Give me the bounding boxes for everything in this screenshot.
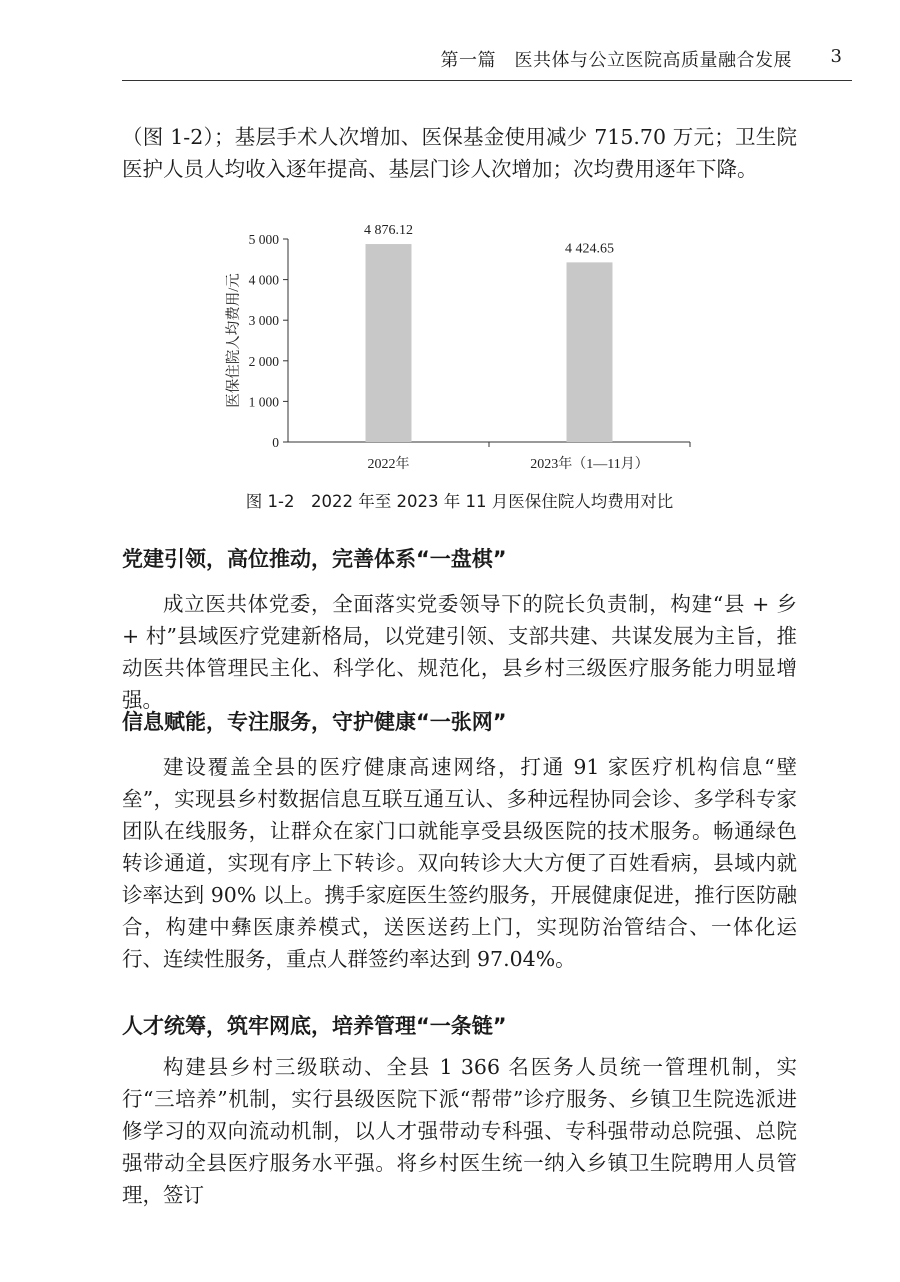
chart-svg — [210, 212, 730, 480]
y-tick-label: 0 — [272, 435, 279, 450]
header-rule — [122, 80, 852, 81]
x-tick-label: 2022年 — [367, 457, 410, 472]
section-heading-info: 信息赋能，专注服务，守护健康“一张网” — [122, 710, 507, 734]
y-tick-label: 1 000 — [248, 394, 279, 410]
bar — [366, 244, 412, 442]
section-body-talent: 构建县乡村三级联动、全县 1 366 名医务人员统一管理机制，实行“三培养”机制，实行县级医院下派“帮带”诊疗服务、乡镇卫生院选派进修学习的双向流动机制，以人才强带动专科强、专科强带动总院强、总院强带动全县医疗服务水平强。将乡村医生统一纳入乡镇卫生院聘用人员管理，签订 — [122, 1055, 797, 1207]
section-heading-talent: 人才统筹，筑牢网底，培养管理“一条链” — [122, 1014, 507, 1038]
section-body-party: 成立医共体党委，全面落实党委领导下的院长负责制，构建“县 + 乡 + 村”县域医疗党建新格局，以党建引领、支部共建、共谋发展为主旨，推动医共体管理民主化、科学化、规范化，县乡村三级医疗服务能力明显增强。 — [122, 592, 797, 712]
x-tick-label: 2023年（1—11月） — [530, 457, 649, 472]
bar-chart — [210, 212, 730, 480]
bar — [567, 262, 613, 442]
section-heading-party: 党建引领，高位推动，完善体系“一盘棋” — [122, 547, 507, 571]
y-tick-label: 4 000 — [248, 272, 279, 288]
intro-paragraph: （图 1-2）；基层手术人次增加、医保基金使用减少 715.70 万元；卫生院医护人员人均收入逐年提高、基层门诊人次增加；次均费用逐年下降。 — [122, 125, 797, 181]
data-label: 4 876.12 — [364, 223, 413, 239]
page-number: 3 — [830, 46, 842, 67]
page-header — [0, 0, 900, 90]
y-tick-label: 2 000 — [248, 353, 279, 369]
data-label: 4 424.65 — [565, 241, 614, 257]
section-body-info: 建设覆盖全县的医疗健康高速网络，打通 91 家医疗机构信息“壁垒”，实现县乡村数据信息互联互通互认、多种远程协同会诊、多学科专家团队在线服务，让群众在家门口就能享受县级医院的技术服务。畅通绿色转诊通道，实现有序上下转诊。双向转诊大大方便了百姓看病，县域内就诊率达到 90% 以上。携手家庭医生签约服务，开展健康促进，推行医防融合，构建中彝医康养模式，送医送药上门，实现防治管结合、一体化运行、连续性服务，重点人群签约率达到 97.04%。 — [122, 755, 797, 971]
y-tick-label: 5 000 — [248, 232, 279, 247]
y-tick-label: 3 000 — [248, 313, 279, 329]
running-title: 第一篇 医共体与公立医院高质量融合发展 — [440, 50, 792, 71]
figure-caption: 图 1-2 2022 年至 2023 年 11 月医保住院人均费用对比 — [245, 492, 674, 511]
y-axis-label: 医保住院人均费用/元 — [226, 273, 242, 408]
